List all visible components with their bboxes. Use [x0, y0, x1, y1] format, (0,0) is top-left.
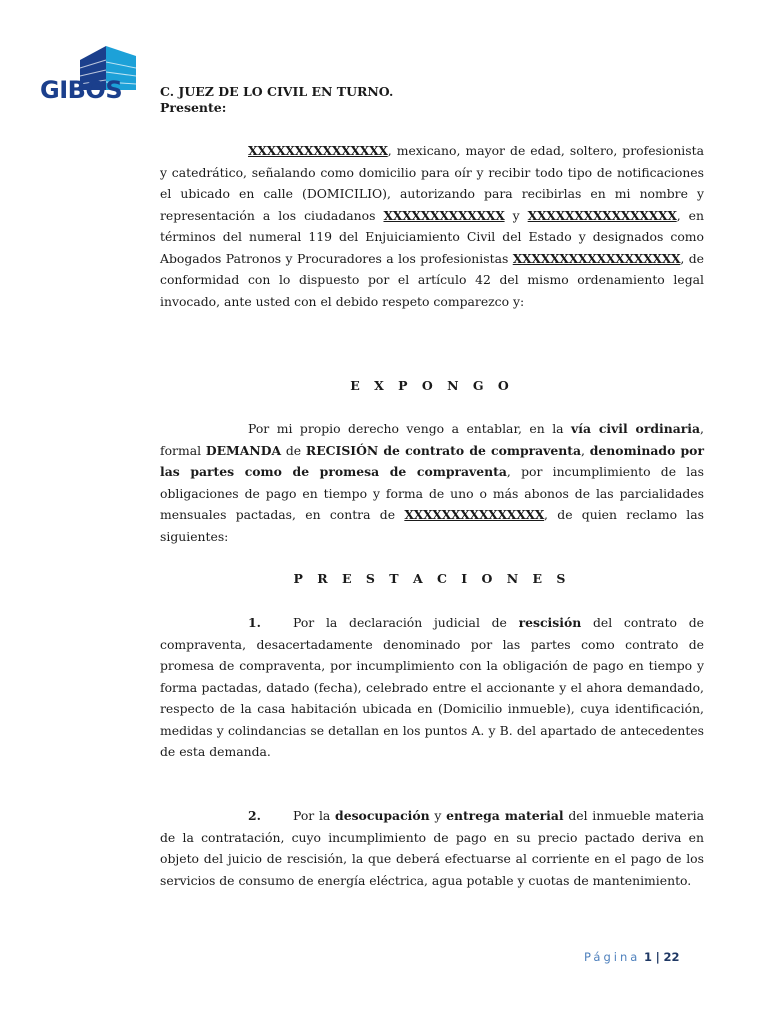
page-label: Página: [584, 950, 641, 964]
addressee-line: C. JUEZ DE LO CIVIL EN TURNO.: [160, 84, 394, 99]
logo-wordmark: GIBOS: [40, 76, 123, 104]
page-footer: [584, 950, 680, 964]
item-number: 2.: [248, 808, 261, 823]
intro-section: [160, 140, 704, 312]
page-total: 22: [663, 950, 680, 964]
prestacion-2-paragraph: 2. Por la desocupación y entrega material del inmueble materia de la contratación, cuyo incumplimiento de pago en su precio pactado deriva en objeto del juicio de rescisión, la que deberá efectuarse al corriente en el pago de los servicios de consumo de energía eléctrica, agua potable y cuotas de mantenimiento.: [160, 805, 704, 891]
page-current: 1: [643, 950, 652, 964]
addressee-block: [160, 84, 393, 116]
prestaciones-heading: P R E S T A C I O N E S: [293, 571, 571, 586]
redacted-citizen-2: XXXXXXXXXXXXXXXX: [527, 207, 677, 223]
presente-line: Presente:: [160, 100, 227, 115]
redacted-citizen-1: XXXXXXXXXXXXX: [383, 207, 505, 223]
intro-paragraph: XXXXXXXXXXXXXXX, mexicano, mayor de edad, soltero, profesionista y catedrático, señalando como domicilio para oír y recibir todo tipo de notificaciones el ubicado en calle (DOMICILIO), autorizando para recibirlas en mi nombre y representación a los ciudadanos XXXXXXXXXXXXX y XXXXXXXXXXXXXXXX, en términos del numeral 119 del Enjuiciamiento Civil del Estado y designados como Abogados Patronos y Procuradores a los profesionistas XXXXXXXXXXXXXXXXXX, de conformidad con lo dispuesto por el artículo 42 del mismo ordenamiento legal invocado, ante usted con el debido respeto comparezco y:: [160, 143, 704, 309]
redacted-professionals: XXXXXXXXXXXXXXXXXX: [512, 250, 681, 266]
expongo-heading: E X P O N G O: [350, 378, 514, 393]
page-separator: |: [655, 950, 660, 964]
company-logo: [40, 44, 144, 106]
prestacion-2: [160, 805, 704, 891]
expongo-section: [160, 418, 704, 547]
expongo-paragraph: Por mi propio derecho vengo a entablar, en la vía civil ordinaria, formal DEMANDA de RECISIÓN de contrato de compraventa, denominado por las partes como de promesa de compraventa, por incumplimiento de las obligaciones de pago en tiempo y forma de uno o más abonos de las parcialidades mensuales pactadas, en contra de XXXXXXXXXXXXXXX, de quien reclamo las siguientes:: [160, 421, 705, 544]
redacted-name: XXXXXXXXXXXXXXX: [248, 143, 388, 158]
redacted-defendant: XXXXXXXXXXXXXXX: [404, 507, 545, 522]
prestacion-1: [160, 612, 704, 763]
item-number: 1.: [248, 615, 261, 630]
prestacion-1-paragraph: 1. Por la declaración judicial de rescisión del contrato de compraventa, desacertadamente denominado por las partes como contrato de promesa de compraventa, por incumplimiento con la obligación de pago en tiempo y forma pactadas, datado (fecha), celebrado entre el accionante y el ahora demandado, respecto de la casa habitación ubicada en (Domicilio inmueble), cuya identificación, medidas y colindancias se detallan en los puntos A. y B. del apartado de antecedentes de esta demanda.: [160, 612, 704, 763]
